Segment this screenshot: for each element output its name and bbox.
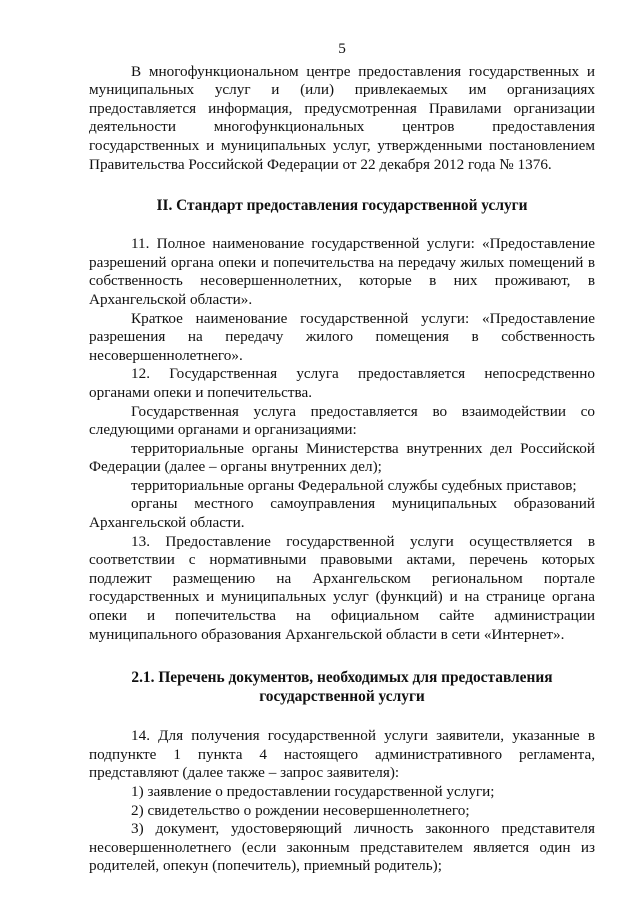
paragraph-fssp: территориальные органы Федеральной службы судебных приставов; bbox=[131, 476, 577, 494]
paragraph-12: 12. Государственная услуга предоставляется непосредственно органами опеки и попечительства. bbox=[89, 365, 595, 401]
paragraph-local-gov: органы местного самоуправления муниципальных образований Архангельской области. bbox=[89, 495, 595, 532]
list-item-2: 2) свидетельство о рождении несовершеннолетнего; bbox=[131, 801, 470, 819]
paragraph-short-name: Краткое наименование государственной услуги: «Предоставление разрешения на передачу жилого помещения в собственность несовершеннолетнего». bbox=[89, 309, 595, 364]
paragraph-11: 11. Полное наименование государственной услуги: «Предоставление разрешений органа опеки и попечительства на передачу жилых помещений в собственность несовершеннолетних, которые в них проживают, в Архангельской области». bbox=[89, 235, 595, 308]
list-item-3: 3) документ, удостоверяющий личность законного представителя несовершеннолетнего (если законным представителем является один из родителей, опекун (попечитель), приемный родитель); bbox=[89, 820, 595, 875]
section-heading-standard: II. Стандарт предоставления государственной услуги bbox=[156, 197, 528, 215]
paragraph-interaction: Государственная услуга предоставляется во взаимодействии со следующими органами и организациями: bbox=[89, 402, 595, 439]
page-content bbox=[89, 40, 595, 876]
paragraph-mvd: территориальные органы Министерства внутренних дел Российской Федерации (далее – органы внутренних дел); bbox=[89, 439, 595, 476]
paragraph-14: 14. Для получения государственной услуги заявители, указанные в подпункте 1 пункта 4 настоящего административного регламента, представляют (далее также – запрос заявителя): bbox=[89, 727, 595, 782]
page-number: 5 bbox=[338, 40, 346, 57]
paragraph-13: 13. Предоставление государственной услуги осуществляется в соответствии с нормативными правовыми актами, перечень которых подлежит размещению на Архангельском региональном портале государственных и муниципальных услуг (функций) и на странице органа опеки и попечительства на официальном сайте администрации муниципального образования Архангельской области в сети «Интернет». bbox=[89, 532, 595, 643]
intro-paragraph: В многофункциональном центре предоставления государственных и муниципальных услуг и (или) привлекаемых им организациях предоставляется информация, предусмотренная Правилами организации деятельности многофункциональных центров предоставления государственных и муниципальных услуг, утвержденными постановлением Правительства Российской Федерации от 22 декабря 2012 года № 1376. bbox=[89, 62, 595, 173]
list-item-1: 1) заявление о предоставлении государственной услуги; bbox=[131, 783, 495, 800]
subsection-heading-documents: 2.1. Перечень документов, необходимых для предоставления государственной услуги bbox=[131, 669, 553, 706]
